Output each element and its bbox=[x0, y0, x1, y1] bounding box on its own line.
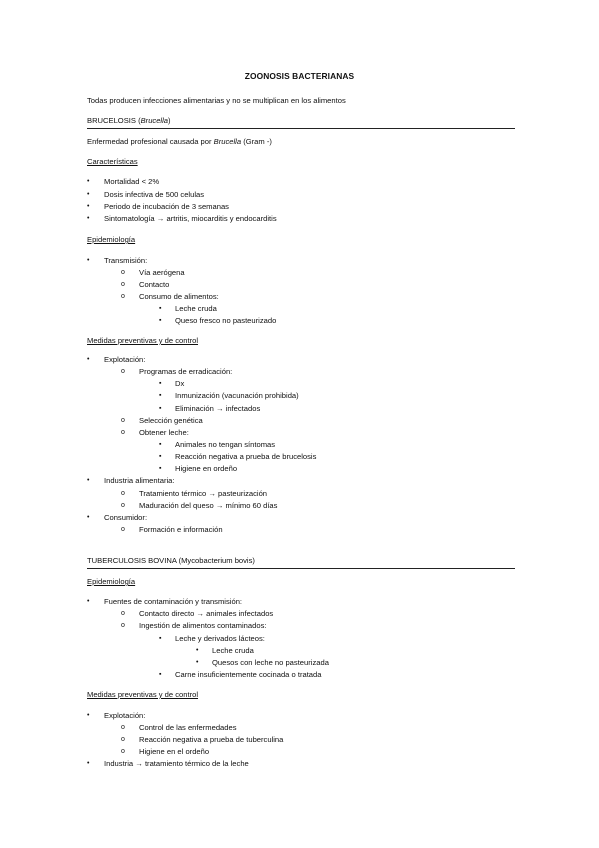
square-bullet-icon: ▪ bbox=[159, 453, 162, 460]
list-item: • Fuentes de contaminación y transmisión: bbox=[87, 597, 243, 606]
bullet-icon: • bbox=[87, 514, 90, 521]
bullet-icon: • bbox=[87, 191, 90, 198]
bullet-icon: • bbox=[87, 477, 90, 484]
list-item: o Selección genética bbox=[121, 416, 203, 425]
circle-bullet-icon: o bbox=[121, 490, 125, 497]
list-item: • Explotación: bbox=[87, 711, 146, 720]
epidemiologia-subheading: Epidemiología bbox=[87, 235, 136, 244]
list-item: o Ingestión de alimentos contaminados: bbox=[121, 621, 267, 630]
bullet-icon: • bbox=[87, 760, 90, 767]
list-item: o Programas de erradicación: bbox=[121, 367, 233, 376]
bullet-icon: • bbox=[196, 659, 199, 666]
square-bullet-icon: ▪ bbox=[159, 392, 162, 399]
circle-bullet-icon: o bbox=[121, 293, 125, 300]
circle-bullet-icon: o bbox=[121, 724, 125, 731]
square-bullet-icon: ▪ bbox=[159, 441, 162, 448]
square-bullet-icon: ▪ bbox=[159, 405, 162, 412]
list-item: • Periodo de incubación de 3 semanas bbox=[87, 202, 229, 211]
list-item: ▪ Queso fresco no pasteurizado bbox=[159, 316, 277, 325]
list-item: o Tratamiento térmico → pasteurización bbox=[121, 489, 268, 498]
list-item: • Industria → tratamiento térmico de la leche bbox=[87, 759, 249, 768]
list-item: o Maduración del queso → mínimo 60 días bbox=[121, 501, 278, 510]
caracteristicas-subheading: Características bbox=[87, 157, 138, 166]
circle-bullet-icon: o bbox=[121, 269, 125, 276]
list-item: • Quesos con leche no pasteurizada bbox=[196, 658, 329, 667]
circle-bullet-icon: o bbox=[121, 417, 125, 424]
list-item: o Reacción negativa a prueba de tuberculina bbox=[121, 735, 284, 744]
list-item: ▪ Reacción negativa a prueba de brucelosis bbox=[159, 452, 317, 461]
square-bullet-icon: ▪ bbox=[159, 465, 162, 472]
list-item: ▪ Carne insuficientemente cocinada o tratada bbox=[159, 670, 322, 679]
bullet-icon: • bbox=[87, 178, 90, 185]
list-item: o Consumo de alimentos: bbox=[121, 292, 219, 301]
list-item: • Explotación: bbox=[87, 355, 146, 364]
bullet-icon: • bbox=[87, 356, 90, 363]
list-item: • Sintomatología → artritis, miocarditis y endocarditis bbox=[87, 214, 277, 223]
list-item: • Mortalidad < 2% bbox=[87, 177, 160, 186]
bullet-icon: • bbox=[87, 203, 90, 210]
circle-bullet-icon: o bbox=[121, 748, 125, 755]
list-item: ▪ Inmunización (vacunación prohibida) bbox=[159, 391, 299, 400]
tuberculosis-heading: TUBERCULOSIS BOVINA (Mycobacterium bovis) bbox=[87, 555, 515, 569]
intro-text: Todas producen infecciones alimentarias y no se multiplican en los alimentos bbox=[87, 96, 346, 105]
circle-bullet-icon: o bbox=[121, 281, 125, 288]
list-item: ▪ Eliminación → infectados bbox=[159, 404, 261, 413]
list-item: • Transmisión: bbox=[87, 256, 148, 265]
list-item: o Control de las enfermedades bbox=[121, 723, 237, 732]
list-item: ▪ Leche y derivados lácteos: bbox=[159, 634, 265, 643]
square-bullet-icon: ▪ bbox=[159, 305, 162, 312]
list-item: • Industria alimentaria: bbox=[87, 476, 175, 485]
bullet-icon: • bbox=[87, 712, 90, 719]
list-item: ▪ Dx bbox=[159, 379, 185, 388]
circle-bullet-icon: o bbox=[121, 502, 125, 509]
circle-bullet-icon: o bbox=[121, 622, 125, 629]
list-item: o Formación e información bbox=[121, 525, 223, 534]
list-item: o Vía aerógena bbox=[121, 268, 185, 277]
list-item: o Higiene en el ordeño bbox=[121, 747, 210, 756]
medidas-subheading: Medidas preventivas y de control bbox=[87, 336, 199, 345]
epidemiologia-subheading: Epidemiología bbox=[87, 577, 136, 586]
circle-bullet-icon: o bbox=[121, 429, 125, 436]
circle-bullet-icon: o bbox=[121, 610, 125, 617]
circle-bullet-icon: o bbox=[121, 526, 125, 533]
list-item: ▪ Animales no tengan síntomas bbox=[159, 440, 276, 449]
bullet-icon: • bbox=[196, 647, 199, 654]
list-item: • Dosis infectiva de 500 celulas bbox=[87, 190, 205, 199]
brucelosis-definition: Enfermedad profesional causada por Brucella (Gram -) bbox=[87, 137, 272, 146]
list-item: o Contacto bbox=[121, 280, 170, 289]
bullet-icon: • bbox=[87, 257, 90, 264]
circle-bullet-icon: o bbox=[121, 736, 125, 743]
list-item: o Contacto directo → animales infectados bbox=[121, 609, 274, 618]
square-bullet-icon: ▪ bbox=[159, 635, 162, 642]
list-item: o Obtener leche: bbox=[121, 428, 189, 437]
square-bullet-icon: ▪ bbox=[159, 671, 162, 678]
list-item: • Leche cruda bbox=[196, 646, 254, 655]
list-item: • Consumidor: bbox=[87, 513, 148, 522]
list-item: ▪ Higiene en ordeño bbox=[159, 464, 238, 473]
square-bullet-icon: ▪ bbox=[159, 317, 162, 324]
document-title: ZOONOSIS BACTERIANAS bbox=[244, 71, 355, 81]
bullet-icon: • bbox=[87, 598, 90, 605]
list-item: ▪ Leche cruda bbox=[159, 304, 217, 313]
medidas-subheading: Medidas preventivas y de control bbox=[87, 690, 199, 699]
bullet-icon: • bbox=[87, 215, 90, 222]
brucelosis-heading: BRUCELOSIS (Brucella) bbox=[87, 115, 515, 129]
square-bullet-icon: ▪ bbox=[159, 380, 162, 387]
circle-bullet-icon: o bbox=[121, 368, 125, 375]
